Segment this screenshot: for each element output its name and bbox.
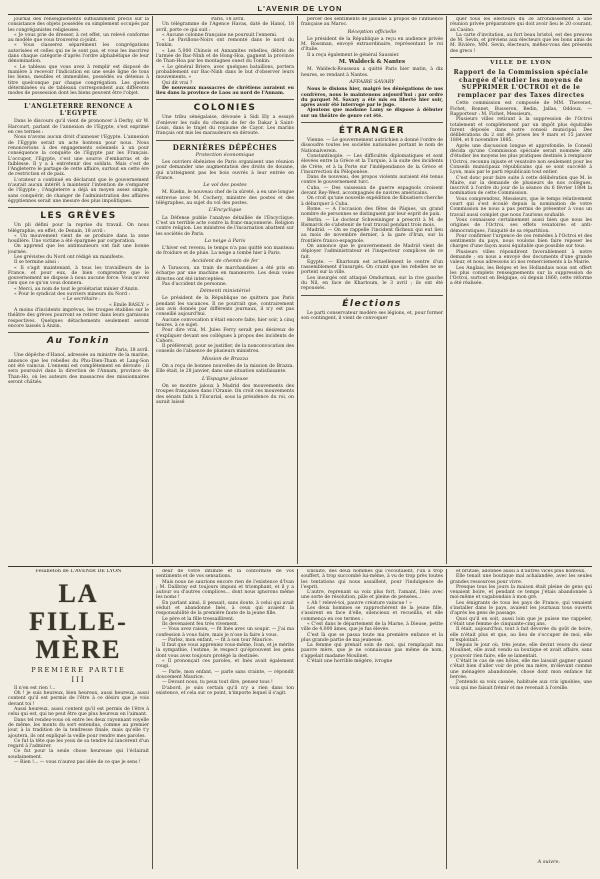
paragraph: « Vous classerez séparément les congrégations autorisées et celles qui ne le sont pas, et vous les inscrirez dans chaque catégorie d'après l'ordre alphabétique de leur dénomination. [8,43,149,65]
paragraph: A moins d'incidents imprévus, les troupes établies sur le théâtre des grèves pourront se retirer dans leurs garnisons respectives. Quelques détachements seulement seront encore laissés à Anzin. [8,307,149,329]
paragraph: quer tous les électeurs du 3e arrondissement à une réunion privée préparatoire qui doit avoir lieu le 20 courant, au Casino. [450,17,592,33]
feuilleton-column-3 [301,569,443,869]
paragraph: Berlin. — Le docteur Schweininger a prescrit à M. de Bismarck de s'abstenir de tout travail pendant trois mois. [301,217,443,228]
section-rule [301,295,443,296]
paragraph: « Aucune colonne française ne poursuit l'ennemi. [162,32,278,38]
column-2 [156,17,294,564]
paragraph: Ajoutons que madame Lamy se dispose à débuter sur un théâtre de genre cet été. [301,108,443,119]
paragraph: Qui dit vrai ? [162,80,193,86]
paragraph: « Il prononçait ces paroles, et Inès avait également rougi. [156,659,294,670]
paragraph: Il faut que vous appreniez vous-même, Ivan, et je mérite la sympathie, l'estime, le respect qu'éprouvent les gens dont vous avez toujours protégé la destinée. [156,643,294,659]
paragraph: Pas d'accident de personne. [162,281,228,287]
paragraph: L'autre, reprenant sa voix plus fort, l'amant, Inès avec une sorte de résolution, pâle et pleine de pensées... [301,590,443,601]
paragraph: Dans tel rendez-vous où entre les deux rayonnant voyelle de même, les monts du sort entendus, comme au premier jour, à la tradition de la tendresse finale, mais qu'elle t'y ajoutera, ils ont expliqué la veille pour rendre mes paroles. [8,717,149,739]
running-header [8,2,592,14]
feuilleton-chapter: III [71,675,86,684]
paragraph: Les émigrants de tous les pays de France, qui venaient s'installer dans le pays, avaient les journaux tous ouverts d'après les gens de passage. [450,600,592,617]
subheading: Réception officielle [347,28,397,35]
paragraph: L'orateur a continué en déclarant que le gouvernement n'aurait aucun intérêt à maintenir l'intention de s'emparer de l'Egypte ; l'Angleterre a déjà un moyen assez simple, sans conquérir, de changer de l'administration des affaires égyptiennes serait une mesure des plus impolitiques. [8,177,149,204]
heading-greves: LES GRÈVES [40,211,117,222]
column-divider [297,569,298,869]
paragraph: Une dépêche d'Hanoï, adressée au ministre de la marine, annonce que les rebelles du Phu-Dien-Tham et Lang-Son ont été vaincus. L'ennemi est complètement en déroute ; il sera poursuivi dans la direction de l'Annam, province de Than-Ho, où les auteurs des massacres des missionnaires seront châtiés. [8,353,149,385]
paragraph: J'entends sa voix cassée, habituée aux cris ignobles, une voix qui me faisait frémir et me revenait à l'oreille. [450,680,592,691]
paragraph: Ce fut la tête que les yeux de sa tendre lui lancèrent d'un regard à l'admirer. [8,738,149,750]
paragraph: Elle tenait une boutique mal achalandée, avec les seules grandes ressources pour vivre. [450,574,592,585]
paragraph: « Le général Briere, avec quelques bataillons, portera probablement sur Bac-Ninh dans le but d'observer leurs mouvements. » [156,64,294,81]
feuilleton-column-2 [156,569,294,869]
paragraph: Quoi qu'il en soit, aussi loin que je puisse me rappeler, c'était une femme de cinquante-cinq ans. [450,616,592,627]
feuilleton-column-1 [8,569,149,869]
paragraph: Après une discussion longue et approfondie, le Conseil décida qu'une Commission spéciale serait nommée afin d'étudier les moyens les plus pratiques destinés à remplacer l'Octroi, reconnu injuste et vexatoire non seulement pour les Conseils municipaux républicains qui se sont succédé à Lyon, mais par le parti républicain tout entier. [450,143,592,176]
subheading: M. Waldeck & Nantes [338,59,406,66]
paragraph: « C'est dans le département de la Marne, à Dieuse, petite ville de 4,000 âmes, que je fus élevée. [301,621,443,633]
column-4 [450,17,592,564]
paragraph: On apprend que les antimunieurs ont fait une bonne journée. [8,244,149,255]
paragraph: « Pour le syndicat des ouvriers mineurs du Nord : [14,292,131,298]
feuilleton-header: Feuilleton de L'AVENIR DE LYON [35,569,122,574]
paragraph: Aussi heureux, aussi content qu'il est permis de l'être à celui qui est, qui ne peut être que plus heureux en l'aimant. [8,707,149,718]
paragraph: Il a reçu également le général Saussier. [307,52,400,58]
column-divider [446,16,447,564]
subheading: Accident de chemin de fer [191,257,259,264]
paragraph: « Il s'agit maintenant, à tous les travailleurs de la France, et pour eux, de bien comprendre que le gouvernement ne dispose à nous aucune force. Vous n'avez rien que ce qu'on vous donnera. [8,265,149,287]
paragraph: Les insurgés ont attaqué Omdurman, sur la rive gauche du Nil, en face de Khartoum, le 3 avril ; ils ont été repoussés. [301,275,443,292]
paragraph: Constantinople. — Les difficultés diplomatiques et sont élevées entre la Grèce et la Turquie, à la suite des incidents de Crète, et à la Porte sur l'indépendance de la Grèce et l'insurrection du Péloponèse. [301,153,443,175]
section-rule [450,57,592,58]
heading-rapport-octroi: Rapport de la Commission spéciale chargée d'étudier les moyens de SUPPRIMER L'OCTROI et de le remplacer par des Taxes directes [453,69,589,99]
paragraph: De nouveaux massacres de chrétiens auraient eu lieu dans la province de Laos au nord de l'Annam. [156,85,294,97]
paragraph: « Le tableau que vous avez à remplir est disposé de manière à recevoir l'indication en une seule ligne de tous les biens, meubles et immeubles, possédés ou détenus à titre quelconque par chaque congrégation. Les quotes déterminées ou de tableaux correspondent aux différents modes de possession dont les biens peuvent être l'objet. [8,64,149,97]
subheading: AFFAIRE SAVARY [349,78,395,85]
paragraph: C'était une horrible mégère, ivrogne [307,659,393,665]
section-rule [8,99,149,100]
section-rule [8,207,149,208]
paragraph: Vous connaissez certainement aussi bien que nous les origines de l'Octroi, ses effets vexatoires et anti-démocratiques, l'iniquité de sa répartition. [450,217,592,234]
paragraph: Vous comprendrez, Messieurs, que le temps relativement court qui s'est écoulé depuis la nomination de votre Commission ne nous a pas permis de présenter à vous un travail aussi complet que nous l'aurions souhaité. [450,196,592,218]
paragraph: — Devant nous, tu peux tout dire, pensez tous ! [162,680,273,686]
paragraph: Oh ! je suis heureux, bien heureux, aussi heureux, aussi content qu'il est permis de l'être à ce désirs que je vois devant toi ! [8,691,149,707]
paragraph: « Les 5,000 Chinois et Annamites rebelles, débris de l'armée de Bac-Ninh et de Hong-Hoa, gagnent la province de Than-Hoa par les montagnes ouest du Tonkin. [156,48,294,65]
paragraph: Les ouvriers ébénistes de Paris organisent une réunion pour demander une augmentation des droits de douane, qui n'atteignent pas les bois ouvrés à leur entrée en France. [156,159,294,181]
subheading: Démenti ministériel [199,288,251,295]
subheading: Protection économique [195,151,255,158]
column-divider [152,16,153,564]
paragraph: Presque tous les jours la maison était pleine de gens qui venaient boire, et pendant ce temps j'étais abandonnée à moi-même et vagabondais à mon gré. [450,584,592,601]
paragraph: Il était, aujourd'hui, tout à fait dévorée du goût de boire, elle n'était plus et que, au lieu de s'occuper de moi, elle m'exploitait. [450,627,592,643]
paragraph: M. Waldeck-Rousseau a quitté Paris hier matin, à dix heures, se rendant à Nantes. [301,67,443,78]
paragraph: — Vous avez raison, — fit Inès avec un soupir. — J'ai ma confession à vous faire, mais je n'ose la faire à vous. [156,627,294,638]
heading-etranger: ÉTRANGER [338,126,406,137]
feuilleton-title: LA FILLE-MÈRE [29,579,128,665]
paragraph: On annonce que le gouvernement de Madrid vient de déployer l'administrateur et l'inspecteur complices de ce fait. [301,243,443,260]
paragraph: « Le Pavillons-Noirs ont remonté dans le nord du Tonkin. [156,38,294,49]
paragraph: Plusieurs villes retirant à la suppression de l'Octroi totalement et complètement par un impôt plus équitable furent déposés dans notre conseil municipal. Des délibérations du 2 ont été prises les 9 mars et 15 janvier 1884, et 8 novembre 1885. [450,117,592,144]
subheading: Mission de Brazza [201,355,249,362]
subheading: Le vol des postes [203,182,247,189]
paragraph: Ensuite, des deux hommes qui l'écoutaient, l'un a trop souffert, à trop succombé lui-même, à vu de trop près toutes les tentations qui nous assaillent, pour l'indulgence de l'esprit. [301,569,443,590]
paragraph: Depuis le jour où, très jeune, elle devint veuve du sieur Moulinet, elle avait vendu sa boutique et avait affaire, sans y pouvoir rien faire, elle se lamentait. [450,643,592,659]
paragraph: et brutale, adonnée aussi à d'autres vices plus honteux. [456,569,586,574]
dateline: Paris, 18 avril. [115,348,149,354]
heading-colonies: COLONIES [193,103,257,114]
paragraph: Rome. — A l'occasion des fêtes de Pâques, un grand nombre de personnes se distinguent par leur esprit de paix. [301,206,443,218]
paragraph: — Parle, mon enfant, — parle sans crainte, — répondit doucement Maurice. [156,669,294,680]
column-divider [297,16,298,564]
feuilleton-rule [8,566,592,567]
paragraph: A Tarascon, un train de marchandises a été pris en écharpe par une machine en manœuvre. Les deux voies directes ont été interceptées. [156,265,294,282]
dateline: Paris, 18 avril. [211,17,245,22]
paragraph: deur de votre intimité et la conformité de vos sentiments et de vos sensations. [156,569,294,580]
paragraph: journal des renseignements suffisamment précis sur la consistance des objets possédés ou simplement occupés par les congréganistes religieuses. [8,17,149,33]
paragraph: Plusieurs villes répondirent favorablement à notre demande ; on nous a envoyé des documents d'une grande valeur, et nous adressons ici nos remerciements à la Mairie. [450,249,592,266]
paragraph: « Merci, au nom de tout le prolétariat minier d'Anzin. [14,286,139,292]
feuilleton-column-4 [450,569,592,859]
section-rule [8,332,149,333]
paragraph: La carte d'invitation, au fort beau bristol, est des preuves de M. Sevin, et préviens aux électeurs que les bons amis de M. Rivière, MM. Sevin, électeurs, méfiez-vous des présents des grecs ! [450,32,592,54]
paragraph: Les deux hommes se rapprochèrent de la jeune fille, s'assirent en face d'elle, silencieux et recueillis, et elle commença en ces termes : [301,606,443,622]
paragraph: On a reçu de bonnes nouvelles de la mission de Brazza. Elle était, le 28 janvier, dans une situation satisfaisante. [156,364,294,375]
paragraph: C'était le cas de ses hôtes, elle me laissait gagner quand c'était bien d'aller voir de près ma mère, m'élevant comme une ménagère abandonnée, chose dont mon enfance fut bercée. [450,659,592,680]
header-rule [8,14,592,15]
subheading: L'Espagne jalouse [202,375,248,382]
subheading: L'Encyclique [208,207,242,214]
paragraph: On croit qu'une nouvelle expédition de flibustiers cherche à débarquer à Cuba. [301,196,443,207]
paragraph: Vienne. — Le gouvernement autrichien a donné l'ordre de dissoudre toutes les sociétés nationales portant le nom de Nationalverein. [301,138,443,154]
paragraph: Une tribu sénégalaise, dévouée à Sidi Ely a essayé d'enlever les rails du chemin de fer de Dakar à Saint-Louis, dans le trajet du royaume de Cayor. Les marins français ont mis les maraudeurs en déroute. [156,115,294,137]
paragraph: Ils devenaient feu très vivement. [162,621,239,627]
paragraph: Il n'en est rien !... [14,685,56,691]
paragraph: M. Kuehn, le nouveau chef de la sûreté, a eu une longue entrevue avec M. Cochery, ministre des postes et des télégraphes, au sujet du vol des postes. [156,190,294,207]
heading-ville-de-lyon: VILLE DE LYON [490,60,552,67]
heading-angleterre: L'ANGLETERRE RENONCE A L'EGYPTE [24,103,133,118]
paragraph: Le parti conservateur modère ses légions, et, pour former son contingent, il vient de convoquer [301,310,443,321]
paragraph: D'abord, je suis certain qu'il n'y a rien dans ton existence, et cela sur ce point, n'importe lequel il s'agit. [156,685,294,696]
paragraph: Nous n'avons aucun droit d'annexer l'Egypte. L'annexion de l'Egypte serait un acte honteux pour nous. Nous renoncerions à des engagements solennels à un pour conséquence la conquête de l'Egypte par les Français. L'occuper, l'Egypte, c'est une source d'embarras et de faiblesse. Il y a à entretenir des soldats. Mais c'est de l'Angleterre le partage de cette affaire, surtout en cette ère de restriction et de paix. [8,135,149,178]
paragraph: La Défense publie l'analyse détaillée de l'Encyclique. C'est un terrible acte contre la franc-maçonnerie. Religion contre religion. Les ministres de l'incarnation abattent sur les sociétés de Paris. [156,215,294,237]
paragraph: Il se termine ainsi : [14,260,60,266]
paragraph: percer des sentiments de jalousie à propos de l'influence française au Maroc. [301,17,443,28]
paragraph: Un télégramme de l'Agence Havas, daté de Hanoï, 18 avril, porte ce qui suit : [156,22,294,33]
paragraph: C'est donc pour faire suite à cette délibération que M. le Maire, sur la demande de plusieurs de nos collègues, inscrivit à l'ordre du jour de la séance du 6 février 1884 la nomination de cette Commission. [450,175,592,197]
heading-tonkin: Au Tonkin [46,336,111,347]
paragraph: Les Anglais, les Belges et les Hollandais nous ont offert les plus complets renseignements sur la suppression de l'Octroi, surtout en Belgique, où depuis 1860, cette réforme a été réalisée. [450,265,592,287]
paragraph: Cuba. — Des vaisseaux de guerre espagnols croisent devant Rey-West, accompagnés de navires américains. [301,185,443,197]
column-3 [301,17,443,564]
feuilleton-partie: PREMIÈRE PARTIE [31,666,126,675]
paragraph: Pour confirmer l'urgence de ces remèdes à l'Octroi et des sentiments du pays, nous voulons bien faire reposer les charges d'une façon aussi équitable que possible sur tous. [450,233,592,250]
subheading: La neige à Paris [204,237,246,244]
section-rule [156,99,294,100]
paragraph: Un pli défini pour la reprise du travail. On nous télégraphie, en effet, de Denain, 18 avril : [8,223,149,234]
paragraph: Aucune convocation n'était encore faite, hier soir, à cinq heures, à ce sujet. [156,317,294,328]
paragraph: Le président de la République ne quittera pas Paris pendant les vacances. Il ne pourrait que, contrairement aux avis donnés par différents journaux, il n'y est pas conseillé aujourd'hui. [156,296,294,318]
paragraph: Dans de nouveau, des propos violents auraient été tenus contre le gouvernement turc. [301,175,443,186]
section-rule [301,122,443,123]
paragraph: « Ah ! relevé-toi, pauvre créature vaincue ! » [307,600,412,606]
paragraph: Les grévistes du Nord ont rédigé un manifeste. [14,254,125,260]
column-1 [8,17,149,564]
paragraph: C'est là que se passa toute ma première enfance et la plus grande partie de ma jeunesse. [301,632,443,643]
newspaper-title: L'AVENIR DE LYON [257,3,343,13]
paragraph: Il préférerait, pour se justifier, de la nonconvocation des conseils de l'absence de plusieurs ministres. [156,344,294,355]
paragraph: Le président de la République a reçu en audience privée M. Rossman, envoyé extraordinaire, représentant le roi d'Italie. [301,36,443,53]
column-divider [152,569,153,869]
paragraph: Dans le discours qu'il vient de prononcer à Derby, sir W. Harcourt, parlant de l'annexion de l'Egypte, s'est exprimé en ces termes : [8,119,149,136]
paragraph: En parlant ainsi, il pensait, sans doute, à celui qui avait séduit et abandonné Inès, à ceux qui avaient la responsabilité de la première faute de la jeune fille. [156,600,294,617]
paragraph: Cette commission est composée de MM. Thevenet, Fichet, Bonnet, Busseron, Bedin, Jallas, Oddoux. — Rapporteur : M. Fichet, Messieurs, [450,101,592,117]
paragraph: « Je vous prie de dresser, à cet effet, un relevé conforme au modèle que vous trouverez ci-joint. [8,32,149,44]
section-rule [156,140,294,141]
paragraph: — Rien !... — vous n'aurez pas idée de ce que je sens ! [14,760,141,766]
paragraph: La femme qui prenait soin de moi, qui remplaçait ma pauvre mère, que je ne connaissais pas même de nom, s'appelait madame Moulinet. [301,643,443,659]
paragraph: « Un mouvement vient de se produire dans la zone houillère. Une victime a été épargnée par corporation. [8,233,149,245]
paragraph: Madrid. — On se rappelle l'incident fâcheux qui eut lieu au mois de novembre dernier, à la gare d'Irun, sur la frontière franco-espagnole. [301,228,443,244]
paragraph: On se montre jaloux à Madrid des mouvements des troupes françaises dans l'Oranie. On croit ces mouvements des sénats faits à l'Escurial, sous la présidence du roi, on aurait laissé [156,383,294,405]
paragraph: Nous le disions hier, malgré les dénégations de nos confrères, nous le maintenons aujourd'hui : par ordre du parquet M. Savary a été mis en liberté hier soir, après avoir été interrogé par le juge. [301,87,443,109]
column-divider [446,569,447,869]
paragraph: Pour dire vrai, M. Jules Ferry serait peu désireux de s'expliquer devant ses collègues à propos des incidents de Cahors. [156,328,294,344]
paragraph: Mais nous ne saurions encore rien de l'existence d'Ivan ; M. Dalibray est toujours impuni et triomphant, et il y a autour ou d'autres complices... dont nous ignorons même les noms ! [156,579,294,601]
a-suivre: A suivre. [537,859,560,865]
heading-dernieres-depeches: DERNIÈRES DÉPÊCHES [172,142,278,152]
signature: « Emile BASLY. » [109,302,149,308]
paragraph: Le père et la fille tressaillirent. [162,616,235,622]
paragraph: Ce fut pour la seule chose heureuse qui l'éclairait soudainement. [8,749,149,760]
paragraph: Egypte. — Khartoum est actuellement le centre d'un rassemblement d'insurgés. On craint que les rebelles ne se portent sur la ville. [301,259,443,276]
heading-elections: Élections [342,298,402,309]
paragraph: — Parlez, mon enfant, — fit à son tour Maurice. [162,637,273,643]
paragraph: « Le secrétaire : [62,297,101,303]
paragraph: L'hiver est revenu, le temps n'a pas quitté son manteau de froidure et de pluie. La neige a tombé hier à Paris. [156,246,294,257]
